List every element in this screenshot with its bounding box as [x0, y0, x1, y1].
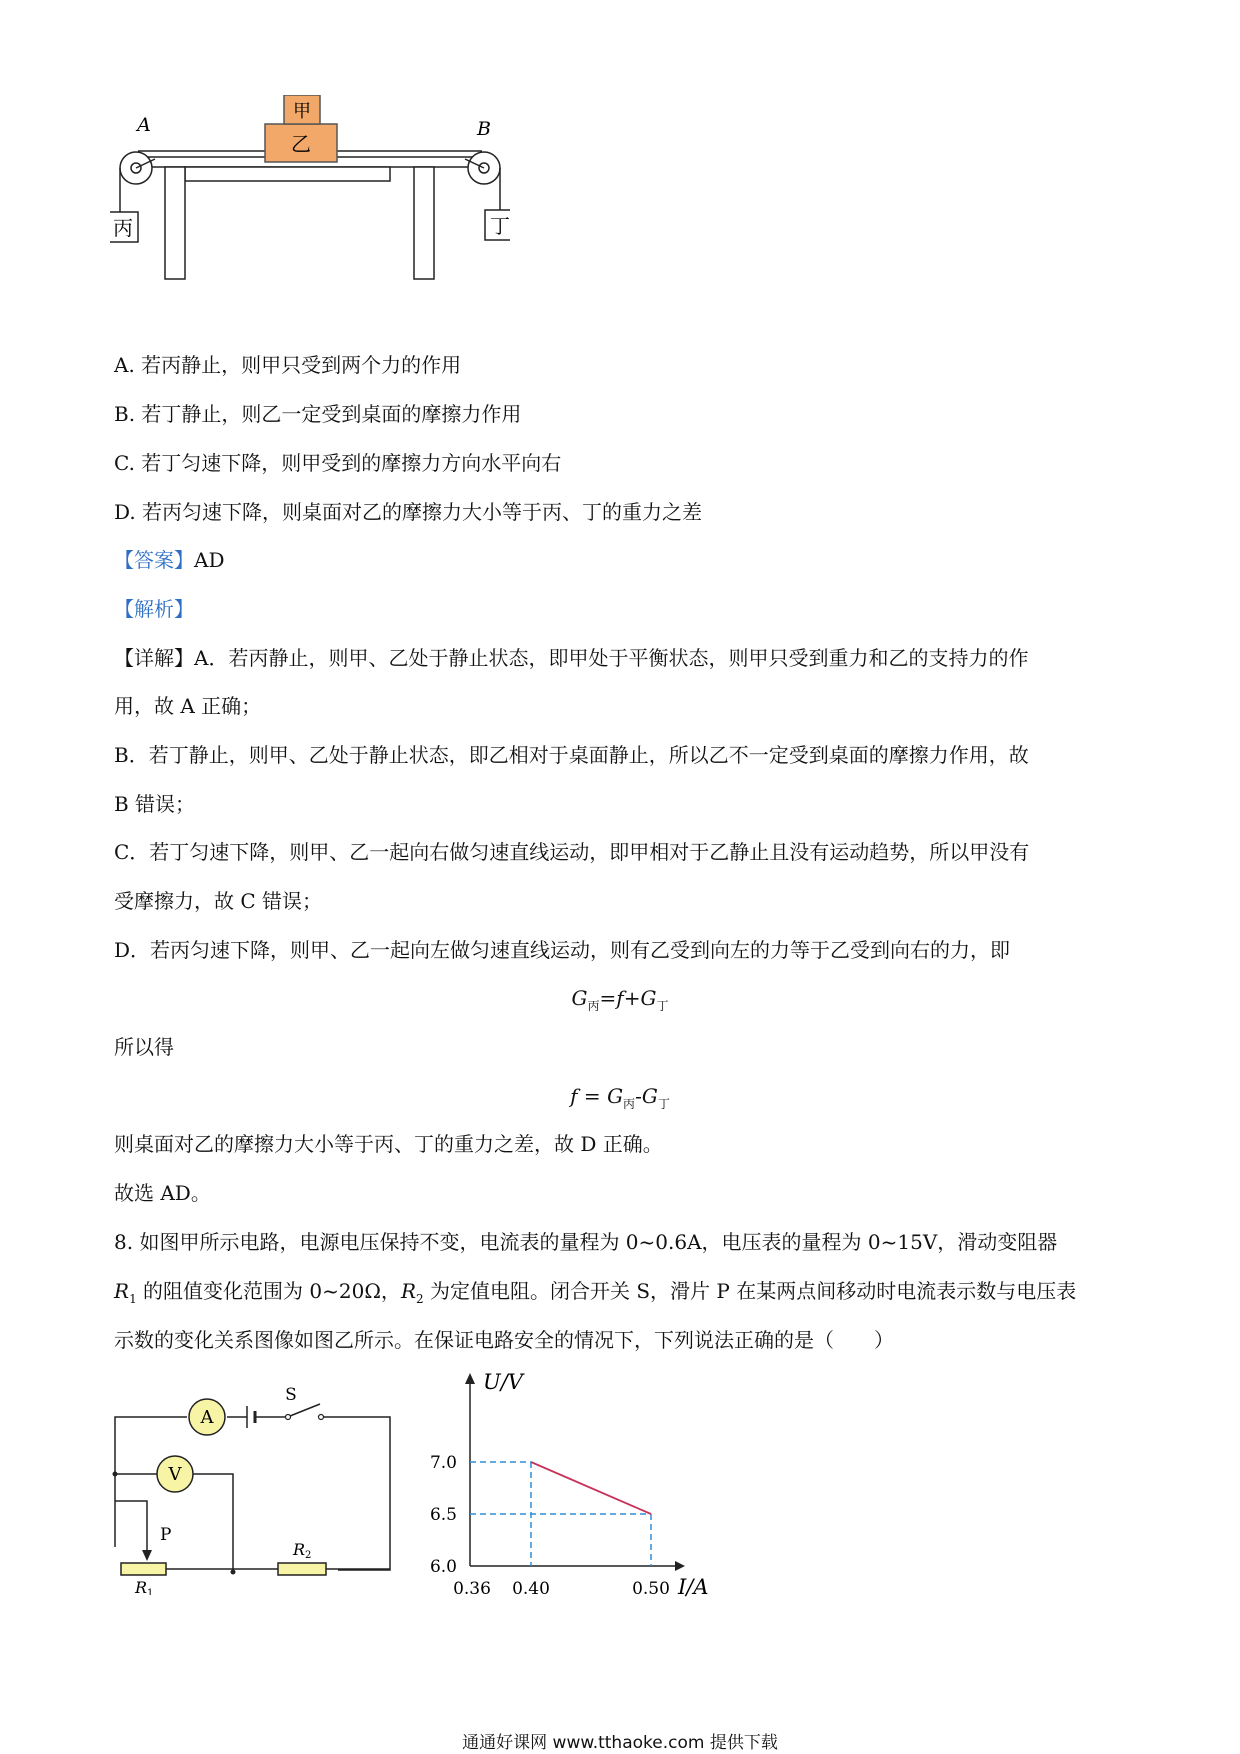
pulley-table-figure	[110, 95, 510, 285]
table-leg-right	[414, 167, 434, 279]
y-tick-label: 7.0	[429, 1453, 457, 1473]
switch-label: S	[285, 1385, 297, 1405]
option-c: C. 若丁匀速下降，则甲受到的摩擦力方向水平向右	[114, 451, 562, 475]
r2-label: R2	[293, 1540, 312, 1561]
option-d: D. 若丙匀速下降，则桌面对乙的摩擦力大小等于丙、丁的重力之差	[114, 500, 703, 524]
eq2-g1: G	[607, 1084, 624, 1108]
slider-arrow	[142, 1550, 152, 1561]
detail-final: 故选 AD。	[114, 1181, 211, 1205]
x-tick-label: 0.40	[512, 1579, 550, 1599]
block-jia-label: 甲	[293, 101, 311, 122]
detail-b1: B．若丁静止，则甲、乙处于静止状态，即乙相对于桌面静止，所以乙不一定受到桌面的摩擦力作用，故	[114, 743, 1029, 767]
eq1-g1: G	[571, 986, 588, 1010]
analysis-tag: 【解析】	[114, 597, 194, 621]
eq1-s1: 丙	[587, 999, 600, 1013]
equation-1	[0, 984, 1240, 1020]
eq2-s1: 丙	[623, 1097, 636, 1111]
q8-r2: R	[400, 1279, 416, 1303]
eq1-mid: =f+	[599, 986, 641, 1010]
detail-tag: 【详解】	[114, 646, 194, 670]
block-yi-label: 乙	[291, 132, 311, 156]
detail-c1: C．若丁匀速下降，则甲、乙一起向右做匀速直线运动，即甲相对于乙静止且没有运动趋势，所以甲没有	[114, 840, 1030, 864]
detail-d2: 则桌面对乙的摩擦力大小等于丙、丁的重力之差，故 D 正确。	[114, 1132, 663, 1156]
q8-r1-sub: 1	[129, 1292, 137, 1306]
y-tick-label: 6.0	[429, 1557, 457, 1577]
x-tick-label: 0.50	[632, 1579, 670, 1599]
x-axis-arrow	[675, 1561, 685, 1571]
y-axis-label: U/V	[483, 1370, 523, 1394]
question-8-line1: 8. 如图甲所示电路，电源电压保持不变，电流表的量程为 0~0.6A，电压表的量程为 0~15V，滑动变阻器	[114, 1230, 1058, 1254]
y-axis-arrow	[465, 1373, 475, 1384]
r1-label: R1	[135, 1578, 154, 1595]
answer-line	[114, 546, 224, 574]
label-b: B	[477, 118, 491, 140]
voltmeter-label: V	[168, 1464, 182, 1485]
eq2-minus: -	[635, 1084, 642, 1108]
circuit-diagram	[105, 1380, 405, 1595]
option-b: B. 若丁静止，则乙一定受到桌面的摩擦力作用	[114, 402, 522, 426]
question-8-line2	[114, 1277, 1076, 1313]
resistor-r1	[121, 1563, 166, 1575]
detail-b2: B 错误；	[114, 792, 196, 816]
q8-mid: 的阻值变化范围为 0~20Ω，	[136, 1279, 401, 1303]
detail-c2: 受摩擦力，故 C 错误；	[114, 889, 323, 913]
ammeter-label: A	[200, 1407, 214, 1428]
eq1-s2: 丁	[656, 999, 669, 1013]
slider-label: P	[160, 1525, 172, 1545]
q8-r2-sub: 2	[416, 1292, 424, 1306]
y-tick-label: 6.5	[429, 1505, 457, 1525]
eq1-g2: G	[640, 986, 657, 1010]
detail-a1	[114, 644, 1028, 672]
footer: 通通好课网 www.tthaoke.com 提供下载	[462, 1733, 778, 1753]
answer-value: AD	[194, 548, 225, 572]
eq2-eq: =	[577, 1084, 608, 1108]
eq2-g2: G	[641, 1084, 658, 1108]
eq2-f: f	[570, 1084, 578, 1108]
so-line: 所以得	[114, 1035, 174, 1059]
switch-lever	[290, 1404, 320, 1416]
question-8-line3: 示数的变化关系图像如图乙所示。在保证电路安全的情况下，下列说法正确的是（ ）	[114, 1328, 894, 1352]
table-apron	[185, 167, 390, 181]
label-a: A	[137, 114, 151, 136]
equation-2	[0, 1082, 1240, 1118]
option-a: A. 若丙静止，则甲只受到两个力的作用	[114, 353, 462, 377]
table-leg-left	[165, 167, 185, 279]
x-tick-label: 0.36	[453, 1579, 491, 1599]
detail-a1-text: A．若丙静止，则甲、乙处于静止状态，即甲处于平衡状态，则甲只受到重力和乙的支持力的作	[194, 646, 1029, 670]
q8-r1: R	[114, 1279, 130, 1303]
weight-right-label: 丁	[490, 214, 510, 238]
q8-end: 为定值电阻。闭合开关 S，滑片 P 在某两点间移动时电流表示数与电压表	[423, 1279, 1077, 1303]
x-axis-label: I/A	[678, 1575, 709, 1599]
series-line	[531, 1462, 651, 1514]
detail-d1: D．若丙匀速下降，则甲、乙一起向左做匀速直线运动，则有乙受到向左的力等于乙受到向右的力，即	[114, 938, 1011, 962]
resistor-r2	[278, 1563, 326, 1575]
eq2-s2: 丁	[657, 1097, 670, 1111]
weight-left-label: 丙	[113, 216, 133, 240]
answer-tag: 【答案】	[114, 548, 194, 572]
u-i-chart	[425, 1368, 735, 1608]
detail-a2: 用，故 A 正确；	[114, 694, 262, 718]
